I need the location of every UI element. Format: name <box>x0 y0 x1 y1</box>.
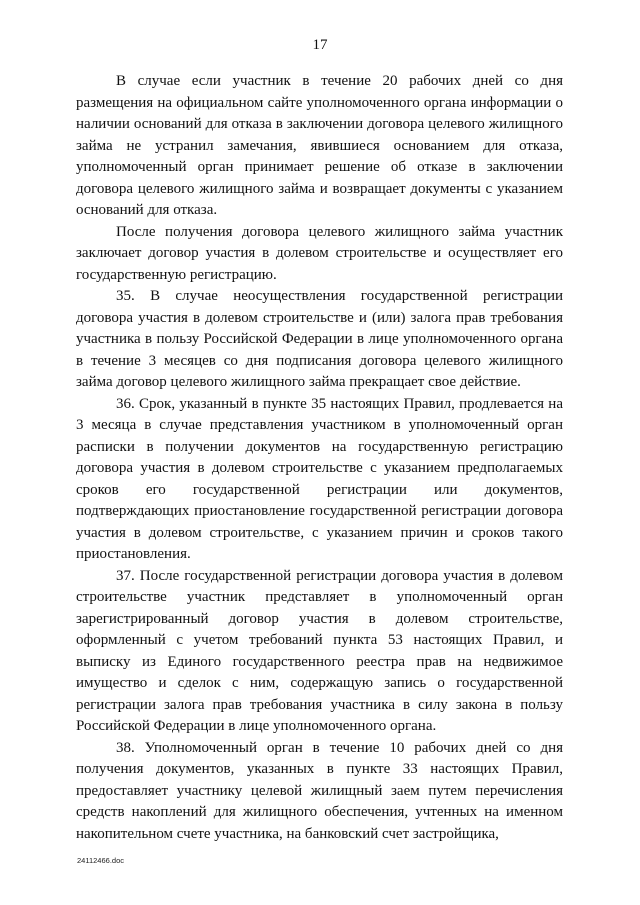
paragraph-35: 35. В случае неосуществления государственной регистрации договора участия в долевом строительстве и (или) залога прав требования участника в пользу Российской Федерации в лице уполномоченного органа в течение 3 месяцев со дня подписания договора целевого жилищного займа договор целевого жилищного займа прекращает свое действие. <box>76 288 563 390</box>
paragraph-38: 38. Уполномоченный орган в течение 10 рабочих дней со дня получения документов, указанных в пункте 33 настоящих Правил, предоставляет участнику целевой жилищный заем путем перечисления средств накоплений для жилищного обеспечения, учтенных на именном накопительном счете участника, на банковский счет застройщика, <box>76 739 563 842</box>
paragraph-37: 37. После государственной регистрации договора участия в долевом строительстве участник представляет в уполномоченный орган зарегистрированный договор участия в долевом строительстве, оформленный с учетом требований пункта 53 настоящих Правил, и выписку из Единого государственного реестра прав на недвижимое имущество и сделок с ним, содержащую запись о государственной регистрации залога прав требования участника в силу закона в пользу Российской Федерации в лице уполномоченного органа. <box>76 567 563 734</box>
document-body <box>76 71 563 845</box>
paragraph-36: 36. Срок, указанный в пункте 35 настоящих Правил, продлевается на 3 месяца в случае представления участником в уполномоченный орган расписки в получении документов на государственную регистрацию договора участия в долевом строительстве с указанием предполагаемых сроков его государственной регистрации или документов, подтверждающих приостановление государственной регистрации договора участия в долевом строительстве, с указанием причин и сроков такого приостановления. <box>76 395 563 562</box>
paragraph-refusal-conditions: В случае если участник в течение 20 рабочих дней со дня размещения на официальном сайте уполномоченного органа информации о наличии оснований для отказа в заключении договора целевого жилищного займа не устранил замечания, явившиеся основанием для отказа, уполномоченный орган принимает решение об отказе в заключении договора целевого жилищного займа и возвращает документы с указанием оснований для отказа. <box>76 73 563 218</box>
footer-filename: 24112466.doc <box>77 856 124 865</box>
paragraph-contract-conclusion: После получения договора целевого жилищного займа участник заключает договор участия в долевом строительстве и осуществляет его государственную регистрацию. <box>76 223 563 283</box>
page-number: 17 <box>312 37 328 53</box>
